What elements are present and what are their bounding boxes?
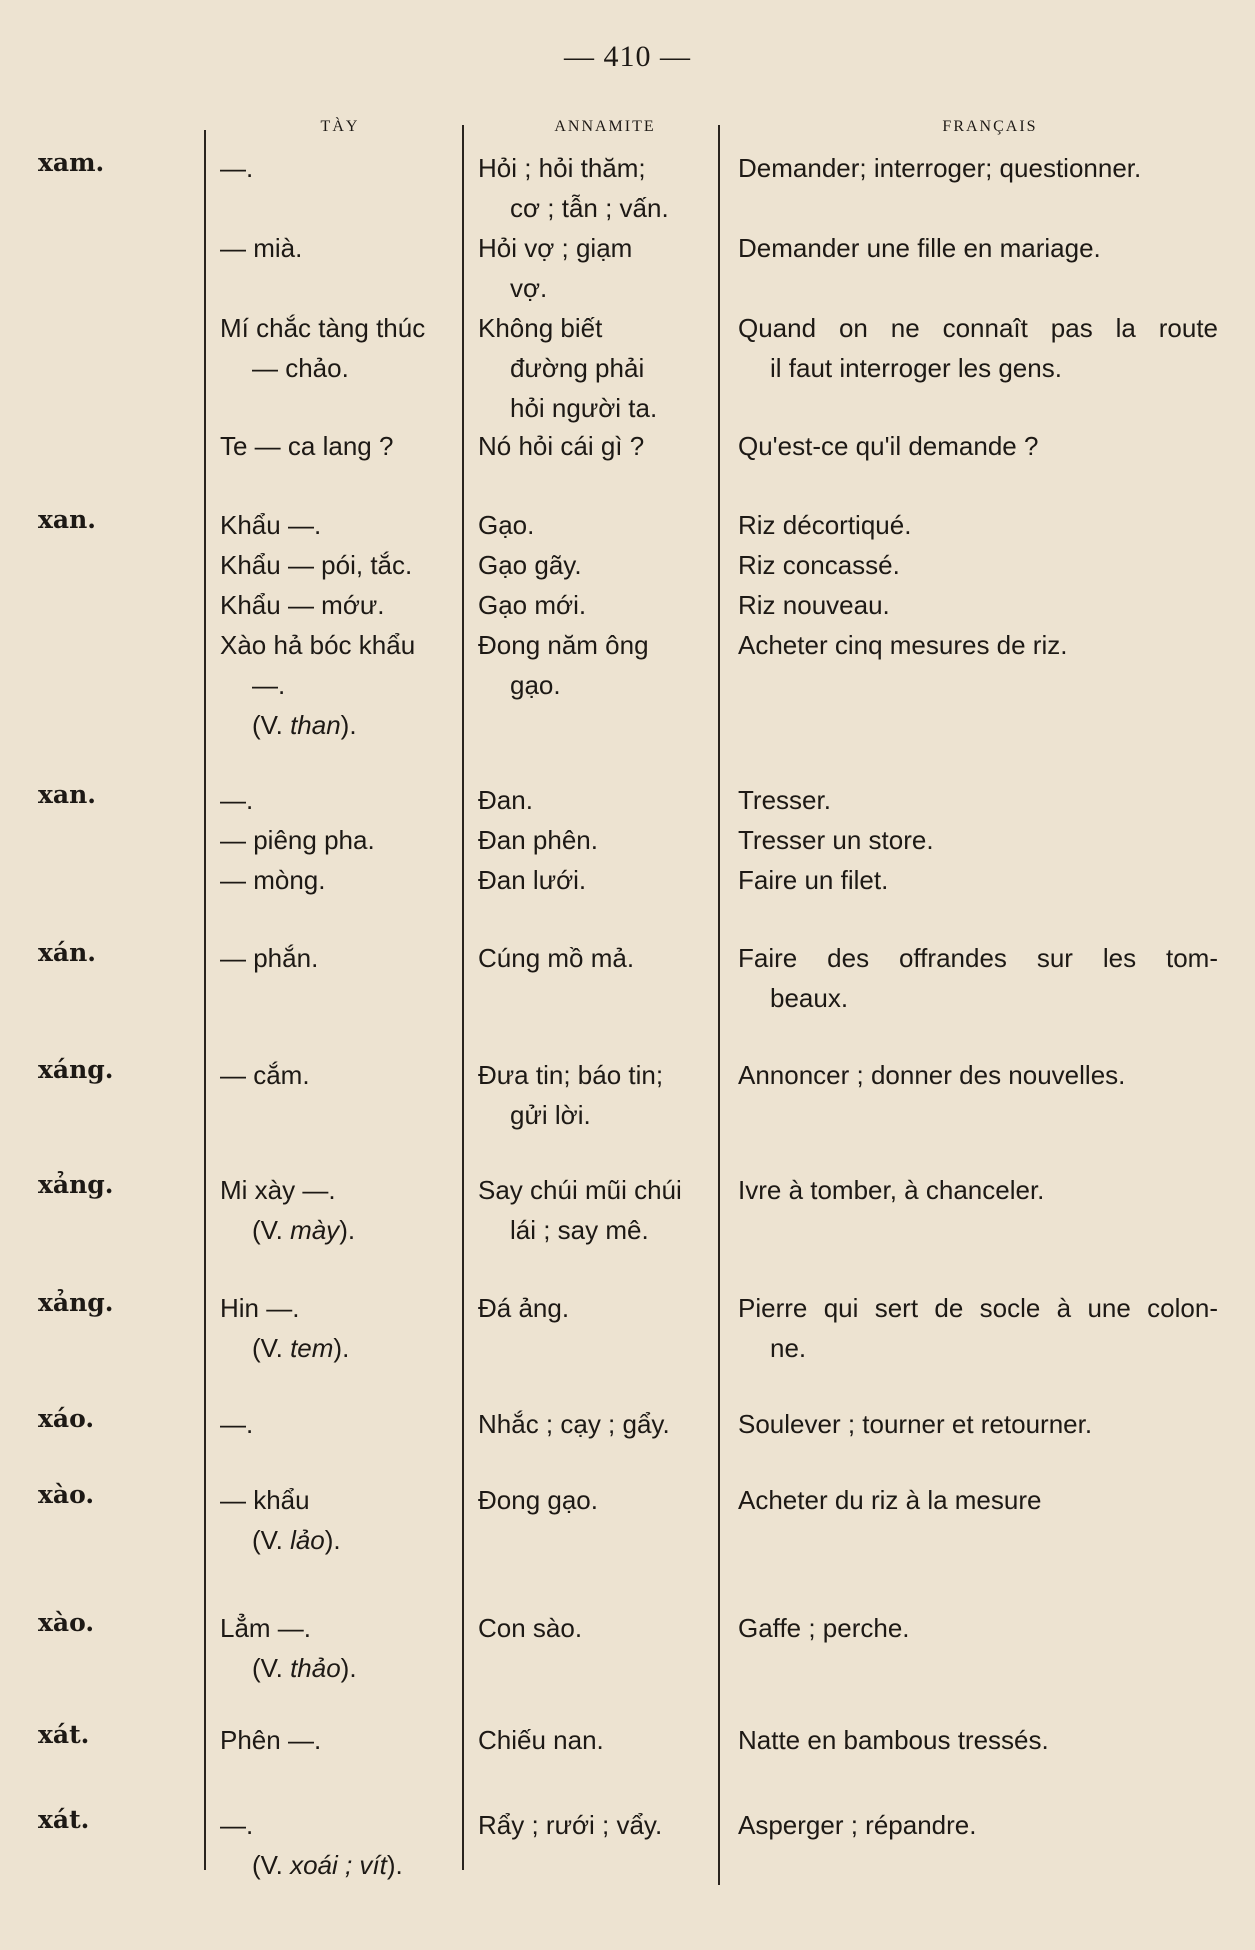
entry-headword: xam. bbox=[38, 148, 105, 177]
text-line: Hin —. bbox=[220, 1293, 300, 1323]
column-divider bbox=[718, 125, 720, 1885]
text-line: Đưa tin; báo tin; bbox=[478, 1060, 664, 1090]
text-line: Say chúi mũi chúi bbox=[478, 1175, 682, 1205]
entry-headword: xán. bbox=[38, 938, 96, 967]
text-line: Acheter cinq mesures de riz. bbox=[738, 630, 1068, 660]
cell-annamite bbox=[478, 820, 718, 860]
text-line: Riz concassé. bbox=[738, 550, 900, 580]
text-line: Demander; interroger; questionner. bbox=[738, 153, 1142, 183]
cell-francais bbox=[738, 938, 1218, 1018]
cross-reference bbox=[220, 1210, 460, 1250]
text-line: Phên —. bbox=[220, 1725, 322, 1755]
cell-annamite bbox=[478, 1055, 718, 1135]
ref-suffix: ). bbox=[386, 1850, 403, 1880]
cell-annamite bbox=[478, 780, 718, 820]
cell-tay bbox=[220, 585, 460, 625]
ref-prefix: (V. bbox=[252, 1333, 291, 1363]
cell-tay bbox=[220, 148, 460, 188]
ref-suffix: ). bbox=[339, 1215, 356, 1245]
text-line: Faire un filet. bbox=[738, 865, 889, 895]
text-line: Riz nouveau. bbox=[738, 590, 890, 620]
cell-francais bbox=[738, 820, 1218, 860]
text-line: Gaffe ; perche. bbox=[738, 1613, 910, 1643]
text-line: Đong năm ông bbox=[478, 630, 649, 660]
cell-tay bbox=[220, 938, 460, 978]
text-line: Xào hả bóc khẩu bbox=[220, 630, 416, 660]
cross-reference bbox=[220, 1648, 460, 1688]
cross-reference bbox=[220, 1845, 460, 1885]
ref-suffix: ). bbox=[333, 1333, 350, 1363]
cell-francais bbox=[738, 148, 1218, 188]
text-line: Đong gạo. bbox=[478, 1485, 598, 1515]
cell-francais bbox=[738, 1805, 1218, 1845]
ref-word: xoái ; vít bbox=[290, 1850, 387, 1880]
text-line: Rẩy ; rưới ; vẩy. bbox=[478, 1810, 663, 1840]
text-line: Soulever ; tourner et retourner. bbox=[738, 1409, 1093, 1439]
text-line: il faut interroger les gens. bbox=[770, 353, 1062, 383]
text-line: Nhắc ; cạy ; gẩy. bbox=[478, 1409, 670, 1439]
text-line: lái ; say mê. bbox=[510, 1215, 649, 1245]
cell-annamite bbox=[478, 1170, 718, 1250]
ref-prefix: (V. bbox=[252, 1653, 291, 1683]
entry-headword: xan. bbox=[38, 505, 96, 534]
text-line: Te — ca lang ? bbox=[220, 431, 394, 461]
cell-tay bbox=[220, 545, 460, 585]
cell-francais bbox=[738, 426, 1218, 466]
text-line: Tresser un store. bbox=[738, 825, 934, 855]
text-line: Acheter du riz à la mesure bbox=[738, 1485, 1042, 1515]
cell-annamite bbox=[478, 228, 718, 308]
text-line: Nó hỏi cái gì ? bbox=[478, 431, 645, 461]
cell-annamite bbox=[478, 1288, 718, 1328]
text-line: beaux. bbox=[770, 983, 849, 1013]
text-line: Faire des offrandes sur les tom- bbox=[738, 943, 1218, 973]
column-header-annamite: ANNAMITE bbox=[554, 118, 656, 135]
cell-annamite bbox=[478, 426, 718, 466]
text-line: Gạo. bbox=[478, 510, 535, 540]
text-line: ne. bbox=[770, 1333, 807, 1363]
text-line: —. bbox=[252, 670, 286, 700]
cell-tay bbox=[220, 505, 460, 545]
entry-headword: xáo. bbox=[38, 1404, 95, 1433]
ref-word: lảo bbox=[290, 1525, 325, 1555]
text-line: Đan. bbox=[478, 785, 533, 815]
entry-headword: xát. bbox=[38, 1720, 90, 1749]
entry-headword: xảng. bbox=[38, 1288, 114, 1317]
ref-prefix: (V. bbox=[252, 1525, 291, 1555]
cross-reference bbox=[220, 1328, 460, 1368]
cell-tay bbox=[220, 228, 460, 268]
cell-tay bbox=[220, 625, 460, 745]
cell-francais bbox=[738, 1055, 1218, 1095]
cell-annamite bbox=[478, 1608, 718, 1648]
cell-francais bbox=[738, 1480, 1218, 1520]
cross-reference bbox=[220, 705, 460, 745]
text-line: Khẩu — pói, tắc. bbox=[220, 550, 413, 580]
cell-annamite bbox=[478, 505, 718, 545]
cell-tay bbox=[220, 308, 460, 388]
cell-tay bbox=[220, 1608, 460, 1688]
cell-annamite bbox=[478, 308, 718, 428]
column-divider bbox=[204, 130, 206, 1870]
text-line: Mí chắc tàng thúc bbox=[220, 313, 426, 343]
text-line: Đan phên. bbox=[478, 825, 598, 855]
cell-tay bbox=[220, 820, 460, 860]
text-line: Pierre qui sert de socle à une colon- bbox=[738, 1293, 1218, 1323]
text-line: Tresser. bbox=[738, 785, 831, 815]
cell-francais bbox=[738, 1288, 1218, 1368]
text-line: —. bbox=[220, 1810, 254, 1840]
cell-tay bbox=[220, 1055, 460, 1095]
text-line: Đá ảng. bbox=[478, 1293, 570, 1323]
cell-annamite bbox=[478, 1480, 718, 1520]
cell-tay bbox=[220, 426, 460, 466]
cell-francais bbox=[738, 1608, 1218, 1648]
ref-prefix: (V. bbox=[252, 710, 291, 740]
cell-annamite bbox=[478, 1404, 718, 1444]
cell-tay bbox=[220, 780, 460, 820]
ref-word: thảo bbox=[290, 1653, 341, 1683]
cell-annamite bbox=[478, 585, 718, 625]
entry-headword: xan. bbox=[38, 780, 96, 809]
text-line: Qu'est-ce qu'il demande ? bbox=[738, 431, 1039, 461]
entry-headword: xào. bbox=[38, 1480, 95, 1509]
text-line: — mòng. bbox=[220, 865, 326, 895]
entry-headword: xáng. bbox=[38, 1055, 114, 1084]
text-line: Hỏi ; hỏi thăm; bbox=[478, 153, 646, 183]
ref-word: mày bbox=[290, 1215, 340, 1245]
cell-tay bbox=[220, 1170, 460, 1250]
entry-headword: xào. bbox=[38, 1608, 95, 1637]
cell-francais bbox=[738, 308, 1218, 388]
text-line: Lẳm —. bbox=[220, 1613, 312, 1643]
text-line: — phắn. bbox=[220, 943, 319, 973]
cell-francais bbox=[738, 860, 1218, 900]
ref-suffix: ). bbox=[324, 1525, 341, 1555]
text-line: cơ ; tẫn ; vấn. bbox=[510, 193, 669, 223]
text-line: Asperger ; répandre. bbox=[738, 1810, 977, 1840]
column-header-francais: FRANÇAIS bbox=[942, 118, 1038, 135]
ref-word: than bbox=[290, 710, 341, 740]
text-line: — chảo. bbox=[252, 353, 349, 383]
text-line: Riz décortiqué. bbox=[738, 510, 912, 540]
text-line: Demander une fille en mariage. bbox=[738, 233, 1101, 263]
cell-annamite bbox=[478, 625, 718, 705]
text-line: Gạo mới. bbox=[478, 590, 587, 620]
cell-annamite bbox=[478, 148, 718, 228]
text-line: vợ. bbox=[510, 273, 548, 303]
cell-tay bbox=[220, 1720, 460, 1760]
text-line: —. bbox=[220, 785, 254, 815]
text-line: Con sào. bbox=[478, 1613, 583, 1643]
cell-tay bbox=[220, 1480, 460, 1560]
text-line: — khẩu bbox=[220, 1485, 310, 1515]
ref-prefix: (V. bbox=[252, 1850, 291, 1880]
cell-francais bbox=[738, 1720, 1218, 1760]
text-line: Cúng mồ mả. bbox=[478, 943, 635, 973]
page-number: — 410 — bbox=[564, 40, 691, 73]
text-line: Annoncer ; donner des nouvelles. bbox=[738, 1060, 1126, 1090]
text-line: Ivre à tomber, à chanceler. bbox=[738, 1175, 1045, 1205]
cell-francais bbox=[738, 505, 1218, 545]
column-divider bbox=[462, 125, 464, 1870]
cell-tay bbox=[220, 860, 460, 900]
text-line: gạo. bbox=[510, 670, 561, 700]
text-line: Natte en bambous tressés. bbox=[738, 1725, 1049, 1755]
ref-suffix: ). bbox=[340, 1653, 357, 1683]
cell-francais bbox=[738, 625, 1218, 665]
cell-annamite bbox=[478, 1720, 718, 1760]
text-line: Gạo gãy. bbox=[478, 550, 582, 580]
cell-francais bbox=[738, 1170, 1218, 1210]
text-line: gửi lời. bbox=[510, 1100, 591, 1130]
text-line: Mi xày —. bbox=[220, 1175, 336, 1205]
cell-annamite bbox=[478, 938, 718, 978]
text-line: hỏi người ta. bbox=[510, 393, 658, 423]
column-header-tay: TÀY bbox=[320, 118, 360, 135]
text-line: Chiếu nan. bbox=[478, 1725, 604, 1755]
text-line: Khẩu —. bbox=[220, 510, 322, 540]
cross-reference bbox=[220, 1520, 460, 1560]
ref-word: tem bbox=[290, 1333, 334, 1363]
text-line: Khẩu — mớư. bbox=[220, 590, 385, 620]
cell-annamite bbox=[478, 1805, 718, 1845]
text-line: —. bbox=[220, 153, 254, 183]
cell-francais bbox=[738, 1404, 1218, 1444]
text-line: đường phải bbox=[510, 353, 645, 383]
cell-tay bbox=[220, 1288, 460, 1368]
text-line: — piêng pha. bbox=[220, 825, 375, 855]
cell-annamite bbox=[478, 860, 718, 900]
cell-francais bbox=[738, 585, 1218, 625]
cell-francais bbox=[738, 780, 1218, 820]
text-line: Không biết bbox=[478, 313, 603, 343]
text-line: Đan lưới. bbox=[478, 865, 587, 895]
entry-headword: xát. bbox=[38, 1805, 90, 1834]
entry-headword: xảng. bbox=[38, 1170, 114, 1199]
text-line: — cắm. bbox=[220, 1060, 310, 1090]
cell-annamite bbox=[478, 545, 718, 585]
text-line: —. bbox=[220, 1409, 254, 1439]
cell-francais bbox=[738, 545, 1218, 585]
cell-tay bbox=[220, 1404, 460, 1444]
ref-prefix: (V. bbox=[252, 1215, 291, 1245]
ref-suffix: ). bbox=[340, 710, 357, 740]
text-line: Hỏi vợ ; giạm bbox=[478, 233, 633, 263]
text-line: — mià. bbox=[220, 233, 303, 263]
cell-francais bbox=[738, 228, 1218, 268]
text-line: Quand on ne connaît pas la route bbox=[738, 313, 1218, 343]
cell-tay bbox=[220, 1805, 460, 1885]
